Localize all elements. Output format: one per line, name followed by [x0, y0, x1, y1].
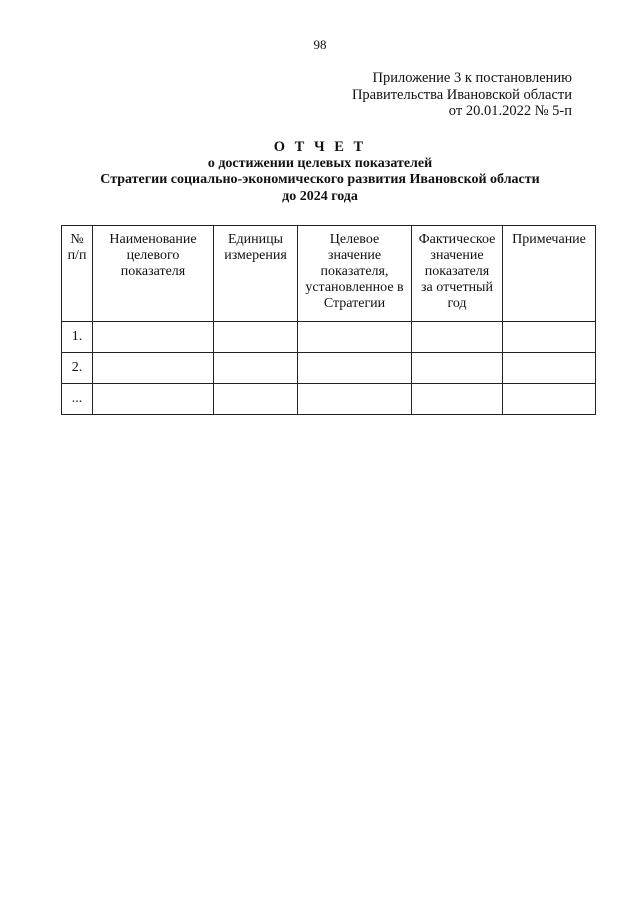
header-cell-note: Примечание: [503, 226, 596, 322]
header-cell-units: Единицы измерения: [214, 226, 298, 322]
note-cell[interactable]: [503, 322, 596, 353]
target-value-cell[interactable]: [298, 322, 412, 353]
units-cell[interactable]: [214, 353, 298, 384]
row-number-cell: 1.: [62, 322, 93, 353]
header-cell-indicator-name: Наименование целевого показателя: [93, 226, 214, 322]
appendix-line-2: Правительства Ивановской области: [351, 86, 572, 103]
appendix-line-1: Приложение 3 к постановлению: [372, 70, 572, 86]
actual-value-cell[interactable]: [412, 384, 503, 415]
target-value-cell[interactable]: [298, 353, 412, 384]
report-table: [61, 225, 596, 415]
target-value-cell[interactable]: [298, 384, 412, 415]
indicator-name-cell[interactable]: [93, 322, 214, 353]
report-title: О Т Ч Е Т: [273, 139, 367, 155]
report-subtitle-line-1: о достижении целевых показателей: [207, 155, 433, 171]
appendix-line-3: от 20.01.2022 № 5-п: [448, 103, 572, 119]
table-row: [62, 353, 596, 384]
appendix-reference: [352, 70, 572, 120]
header-cell-target-value: Целевое значение показателя, установленное в Стратегии: [298, 226, 412, 322]
note-cell[interactable]: [503, 353, 596, 384]
note-cell[interactable]: [503, 384, 596, 415]
actual-value-cell[interactable]: [412, 353, 503, 384]
header-cell-actual-value: Фактическое значение показателя за отчетный год: [412, 226, 503, 322]
row-number-cell: ...: [62, 384, 93, 415]
table-header-row: [62, 226, 596, 322]
indicator-name-cell[interactable]: [93, 384, 214, 415]
page-number: 98: [313, 37, 327, 52]
units-cell[interactable]: [214, 322, 298, 353]
units-cell[interactable]: [214, 384, 298, 415]
table-row: [62, 384, 596, 415]
row-number-cell: 2.: [62, 353, 93, 384]
header-cell-number: № п/п: [62, 226, 93, 322]
actual-value-cell[interactable]: [412, 322, 503, 353]
report-subtitle-line-3: до 2024 года: [282, 188, 358, 204]
table-row: [62, 322, 596, 353]
report-heading: [0, 139, 640, 205]
indicator-name-cell[interactable]: [93, 353, 214, 384]
report-subtitle-line-2: Стратегии социально-экономического развития Ивановской области: [100, 172, 540, 187]
